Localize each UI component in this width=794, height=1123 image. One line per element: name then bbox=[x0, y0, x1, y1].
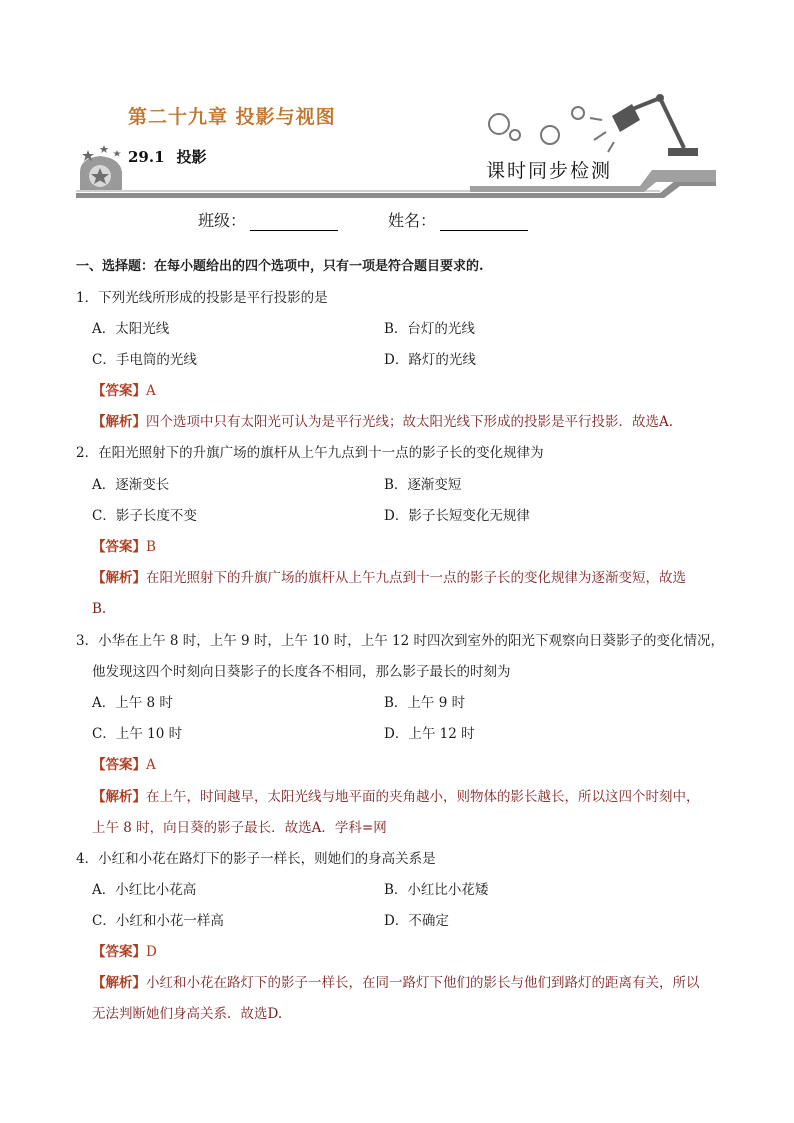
question-4-option-b: B．小红比小花矮 bbox=[384, 882, 489, 898]
explain-label: 【解析】 bbox=[92, 570, 146, 586]
question-3-stem: 3．小华在上午 8 时，上午 9 时，上午 10 时，上午 12 时四次到室外的阳光下观察向日葵影子的变化情况， bbox=[76, 633, 724, 649]
question-4-option-a: A．小红比小花高 bbox=[92, 882, 197, 898]
explain-label: 【解析】 bbox=[92, 414, 146, 430]
name-label: 姓名： bbox=[388, 211, 437, 230]
question-4-answer bbox=[92, 942, 157, 962]
question-3-explanation bbox=[92, 787, 700, 807]
question-4-option-c: C．小红和小花一样高 bbox=[92, 913, 224, 929]
question-2-explanation bbox=[92, 568, 686, 588]
question-1-option-c: C．手电筒的光线 bbox=[92, 352, 197, 368]
question-2-answer bbox=[92, 537, 156, 557]
explain-text: 在阳光照射下的升旗广场的旗杆从上午九点到十一点的影子长的变化规律为逐渐变短，故选 bbox=[146, 570, 686, 586]
explain-text: 小红和小花在路灯下的影子一样长，在同一路灯下他们的影长与他们到路灯的距离有关，所以 bbox=[146, 975, 700, 991]
question-2-option-d: D．影子长短变化无规律 bbox=[384, 508, 530, 524]
question-2-explanation-cont: B. bbox=[92, 601, 107, 617]
header-banner bbox=[0, 0, 794, 200]
answer-value: A bbox=[146, 757, 156, 773]
question-3-option-a: A．上午 8 时 bbox=[92, 695, 173, 711]
star-badge-icon bbox=[80, 145, 122, 192]
answer-value: D bbox=[146, 944, 157, 960]
answer-label: 【答案】 bbox=[92, 757, 146, 773]
section-title bbox=[128, 146, 207, 167]
explain-text: 在上午，时间越早，太阳光线与地平面的夹角越小，则物体的影长越长，所以这四个时刻中， bbox=[146, 789, 700, 805]
question-1-stem: 1．下列光线所形成的投影是平行投影的是 bbox=[76, 290, 328, 306]
question-3-option-d: D．上午 12 时 bbox=[384, 726, 475, 742]
explain-text: 四个选项中只有太阳光可认为是平行光线；故太阳光线下形成的投影是平行投影．故选A. bbox=[146, 414, 674, 430]
bubbles-icon bbox=[489, 107, 584, 144]
question-1-option-d: D．路灯的光线 bbox=[384, 352, 476, 368]
question-2-stem: 2．在阳光照射下的升旗广场的旗杆从上午九点到十一点的影子长的变化规律为 bbox=[76, 445, 544, 461]
question-1-answer bbox=[92, 381, 156, 401]
answer-value: B bbox=[146, 539, 156, 555]
class-blank[interactable] bbox=[250, 214, 338, 231]
section-name: 投影 bbox=[176, 148, 207, 166]
class-label: 班级： bbox=[198, 211, 247, 230]
answer-value: A bbox=[146, 383, 156, 399]
question-2-option-b: B．逐渐变短 bbox=[384, 477, 462, 493]
question-3-stem-cont: 他发现这四个时刻向日葵影子的长度各不相同，那么影子最长的时刻为 bbox=[92, 664, 511, 680]
section-number: 29.1 bbox=[128, 148, 165, 166]
desk-lamp-icon bbox=[590, 94, 698, 156]
explain-label: 【解析】 bbox=[92, 975, 146, 991]
question-1-explanation bbox=[92, 412, 673, 432]
chapter-title: 第二十九章 投影与视图 bbox=[128, 106, 336, 128]
question-3-explanation-cont: 上午 8 时，向日葵的影子最长．故选A．学科=网 bbox=[92, 820, 387, 836]
answer-label: 【答案】 bbox=[92, 944, 146, 960]
name-blank[interactable] bbox=[440, 214, 528, 231]
question-4-stem: 4．小红和小花在路灯下的影子一样长，则她们的身高关系是 bbox=[76, 851, 436, 867]
question-2-option-a: A．逐渐变长 bbox=[92, 477, 170, 493]
question-3-option-c: C．上午 10 时 bbox=[92, 726, 183, 742]
question-3-option-b: B．上午 9 时 bbox=[384, 695, 466, 711]
class-field bbox=[198, 208, 338, 231]
section-instructions: 一、选择题：在每小题给出的四个选项中，只有一项是符合题目要求的. bbox=[76, 259, 484, 274]
question-4-option-d: D．不确定 bbox=[384, 913, 449, 929]
question-4-explanation bbox=[92, 973, 700, 993]
answer-label: 【答案】 bbox=[92, 383, 146, 399]
question-3-answer bbox=[92, 755, 156, 775]
question-1-option-b: B．台灯的光线 bbox=[384, 321, 475, 337]
explain-label: 【解析】 bbox=[92, 789, 146, 805]
question-1-option-a: A．太阳光线 bbox=[92, 321, 170, 337]
question-2-option-c: C．影子长度不变 bbox=[92, 508, 197, 524]
question-4-explanation-cont: 无法判断她们身高关系．故选D. bbox=[92, 1006, 283, 1022]
banner-text: 课时同步检测 bbox=[486, 160, 613, 182]
name-field bbox=[388, 208, 528, 231]
answer-label: 【答案】 bbox=[92, 539, 146, 555]
